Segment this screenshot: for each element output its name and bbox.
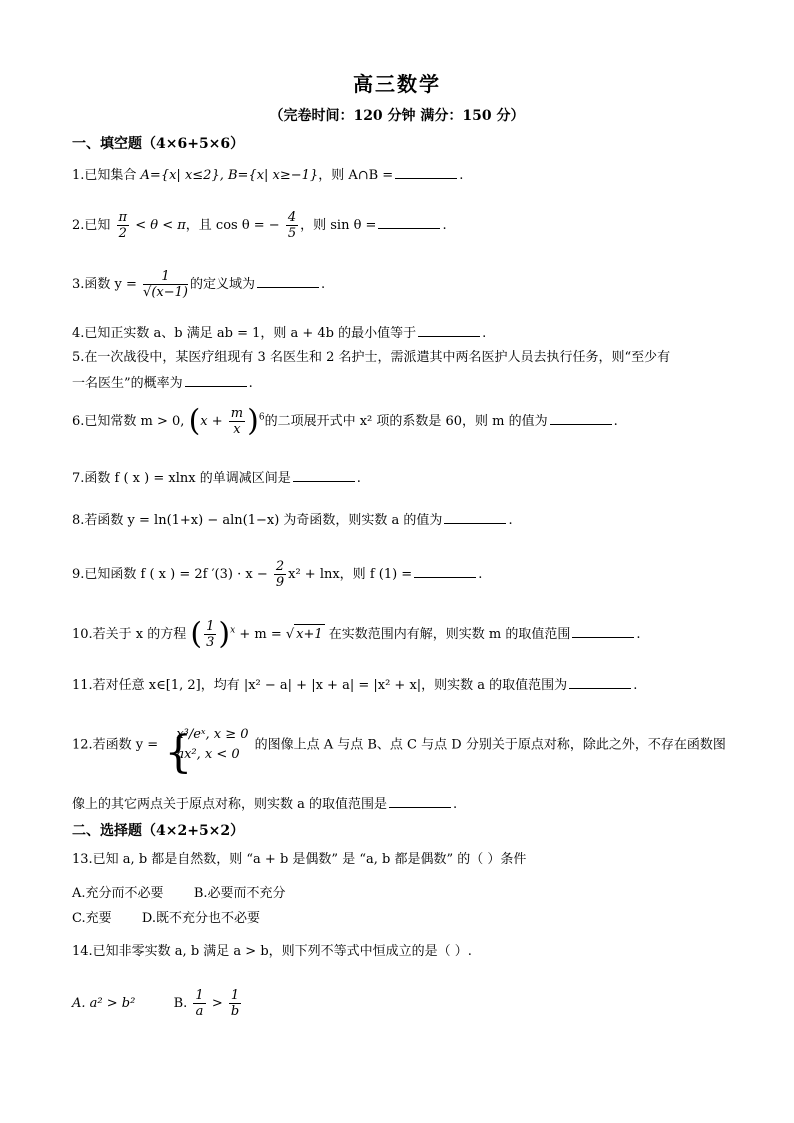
question-12-cont: 像上的其它两点关于原点对称，则实数 a 的取值范围是 . xyxy=(72,793,457,815)
question-10: 10.若关于 x 的方程 ( $\frac{1}{3}$ )$^x$ + m = √ x+1 在实数范围内有解，则实数 m 的取值范围 . xyxy=(72,616,641,652)
fraction-1-over-sqrt: $\frac{1}{√(x-1)}$ xyxy=(143,269,188,300)
question-1: 1.已知集合 A={x| x≤2}, B={x| x≥−1}，则 A∩B = . xyxy=(72,164,463,186)
answer-blank xyxy=(414,563,476,578)
q10-post: 在实数范围内有解，则实数 m 的取值范围 xyxy=(324,627,571,642)
q6-post: 的二项展开式中 x² 项的系数是 60，则 m 的值为 xyxy=(264,414,548,429)
fraction-2-over-9: $\frac{2}{9}$ xyxy=(275,559,285,590)
answer-blank xyxy=(293,467,355,482)
q12-line2: 像上的其它两点关于原点对称，则实数 a 的取值范围是 xyxy=(72,797,388,812)
q5-line2: 一名医生”的概率为 xyxy=(72,376,183,391)
q6-exponent: 6 xyxy=(258,412,265,423)
q12-post: 的图像上点 A 与点 B、点 C 与点 D 分别关于原点对称，除此之外，不存在函数图 xyxy=(254,737,726,753)
q10-sqrt: x+1 xyxy=(294,624,325,645)
answer-blank xyxy=(185,372,247,387)
left-paren: ( xyxy=(188,403,201,439)
question-9: 9.已知函数 f ( x ) = 2f ′(3) · x − $\frac{2}{9}$ x² + lnx，则 f (1) = . xyxy=(72,559,483,590)
q6-text: 6.已知常数 m > 0, xyxy=(72,414,189,429)
q11-text: 11.若对任意 x∈[1, 2]，均有 |x² − a| + |x + a| = |x² + x|，则实数 a 的取值范围为 xyxy=(72,678,568,693)
q8-text: 8.若函数 y = ln(1+x) − aln(1−x) 为奇函数，则实数 a 的值为 xyxy=(72,513,443,528)
q6-inner: x + xyxy=(200,414,227,429)
q10-mid: + m = xyxy=(235,627,286,642)
fraction-m-over-x: $\frac{m}{x}$ xyxy=(230,406,244,437)
answer-blank xyxy=(389,793,451,808)
question-2: 2.已知 $\frac{\pi}{2}$ < θ < π，且 cos θ = − $\frac{4}{5}$ ，则 sin θ = . xyxy=(72,210,447,241)
option-a: A. a² > b² xyxy=(72,996,136,1011)
q14-text: 14.已知非零实数 a, b 满足 a > b，则下列不等式中恒成立的是（ ）. xyxy=(72,944,472,959)
fraction-1-over-a: $\frac{1}{a}$ xyxy=(195,988,204,1019)
question-11: 11.若对任意 x∈[1, 2]，均有 |x² − a| + |x + a| = |x² + x|，则实数 a 的取值范围为 . xyxy=(72,674,637,696)
q12-text: 12.若函数 y = xyxy=(72,737,163,753)
answer-blank xyxy=(572,623,634,638)
question-13-options-2 xyxy=(72,909,260,929)
question-5-cont: 一名医生”的概率为 . xyxy=(72,372,253,394)
left-paren: ( xyxy=(190,616,203,652)
answer-blank xyxy=(395,164,457,179)
question-6: 6.已知常数 m > 0, (x + $\frac{m}{x}$ )$^6$的二项展开式中 x² 项的系数是 60，则 m 的值为 . xyxy=(72,403,618,439)
fraction-1-over-3: $\frac{1}{3}$ xyxy=(206,619,215,650)
q2-inequality: < θ < π xyxy=(131,218,186,233)
question-7: 7.函数 f ( x ) = xlnx 的单调减区间是 . xyxy=(72,467,361,489)
sqrt-sign: √ xyxy=(285,627,295,642)
question-8: 8.若函数 y = ln(1+x) − aln(1−x) 为奇函数，则实数 a 的值为 . xyxy=(72,509,513,531)
q7-text: 7.函数 f ( x ) = xlnx 的单调减区间是 xyxy=(72,471,291,486)
q1-post: ，则 A∩B = xyxy=(318,168,394,183)
piecewise-function xyxy=(164,725,249,778)
option-b-label: B. xyxy=(173,996,192,1011)
option-c: C.充要 xyxy=(72,911,112,926)
q9-text: 9.已知函数 f ( x ) = 2f ′(3) · x − xyxy=(72,567,272,582)
question-13-options-1 xyxy=(72,884,286,904)
q3-post: 的定义域为 xyxy=(189,277,255,292)
question-13 xyxy=(72,850,526,870)
piece-row-1: x³/eˣ, x ≥ 0 xyxy=(176,727,249,742)
question-14 xyxy=(72,942,472,962)
fraction-pi-over-2: $\frac{\pi}{2}$ xyxy=(118,210,128,241)
q5-line1: 5.在一次战役中，某医疗组现有 3 名医生和 2 名护士，需派遣其中两名医护人员去执行任务，则“至少有 xyxy=(72,350,671,365)
q2-mid: ，且 cos θ = − xyxy=(185,218,284,233)
fraction-1-over-b: $\frac{1}{b}$ xyxy=(230,988,240,1019)
fraction-4-over-5: $\frac{4}{5}$ xyxy=(287,210,297,241)
question-5 xyxy=(72,348,670,368)
option-d: D.既不充分也不必要 xyxy=(141,911,260,926)
answer-blank xyxy=(444,509,506,524)
answer-blank xyxy=(418,322,480,337)
right-paren: ) xyxy=(218,616,231,652)
q3-text: 3.函数 y = xyxy=(72,277,142,292)
q13-text: 13.已知 a, b 都是自然数，则 “a + b 是偶数” 是 “a, b 都是偶数” 的（ ）条件 xyxy=(72,852,527,867)
q2-post: ，则 sin θ = xyxy=(300,218,377,233)
exam-info: （完卷时间：120 分钟 满分：150 分） xyxy=(269,108,525,124)
brace: { xyxy=(164,727,193,778)
q1-text: 1.已知集合 xyxy=(72,168,141,183)
question-3: 3.函数 y = $\frac{1}{√(x-1)}$ 的定义域为 . xyxy=(72,269,326,300)
answer-blank xyxy=(257,273,319,288)
answer-blank xyxy=(569,674,631,689)
greater-than: > xyxy=(207,996,227,1011)
q4-text: 4.已知正实数 a、b 满足 ab = 1，则 a + 4b 的最小值等于 xyxy=(72,326,417,341)
q9-post: x² + lnx，则 f (1) = xyxy=(288,567,413,582)
q10-text: 10.若关于 x 的方程 xyxy=(72,627,191,642)
question-14-options xyxy=(72,988,243,1019)
option-a: A.充分而不必要 xyxy=(72,886,164,901)
q1-math: A={x| x≤2}, B={x| x≥−1} xyxy=(140,168,319,183)
question-4: 4.已知正实数 a、b 满足 ab = 1，则 a + 4b 的最小值等于 . xyxy=(72,322,486,344)
option-b: B.必要而不充分 xyxy=(193,886,286,901)
right-paren: ) xyxy=(247,403,259,439)
section-choice: 二、选择题（4×2+5×2） xyxy=(72,823,245,839)
section-fill-in: 一、填空题（4×6+5×6） xyxy=(72,136,245,152)
question-12 xyxy=(72,725,726,778)
piece-row-2: ax², x < 0 xyxy=(176,747,240,762)
answer-blank xyxy=(550,410,612,425)
q2-text: 2.已知 xyxy=(72,218,115,233)
page-title: 高三数学 xyxy=(353,72,441,96)
q10-exponent: x xyxy=(230,625,236,636)
answer-blank xyxy=(378,214,440,229)
